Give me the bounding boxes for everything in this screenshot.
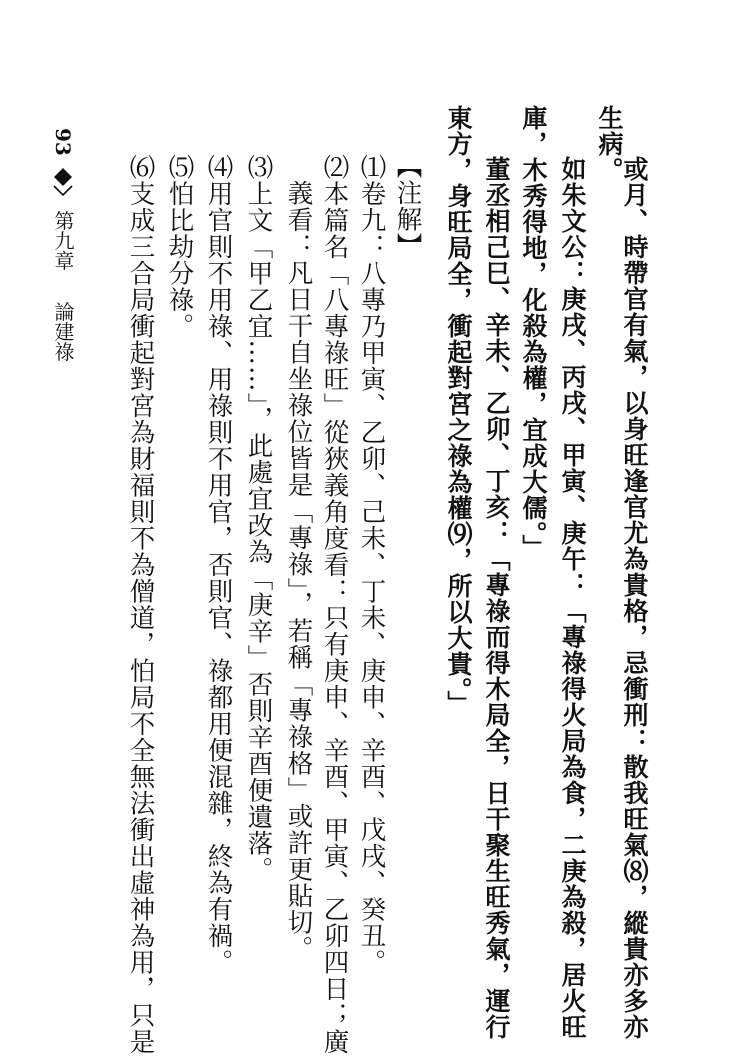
running-header [52,128,74,361]
body-line-3: 如朱文公：庚戌、丙戌、甲寅、庚午：「專祿得火局為食，二庚為殺，居火旺 [558,156,587,1040]
body-line-5: 董丞相己巳、辛未、乙卯、丁亥：「專祿而得木局全，日干聚生旺秀氣，運行 [482,156,511,1040]
note-line-3: 義看：凡日干自坐祿位皆是「專祿」，若稱「專祿格」或許更貼切。 [283,180,314,963]
body-line-1: 或月、時帶官有氣，以身旺逢官尤為貴格，忌衝刑：散我旺氣⑻，縱貴亦多亦 [620,156,649,1040]
diamond-icon [52,166,74,200]
note-line-4: ⑶上文「甲乙宜……」，此處宜改為「庚辛」否則辛酉便遺落。 [243,154,274,884]
notes-heading: 【注解】 [392,153,423,259]
note-line-5: ⑷用官則不用祿、用祿則不用官，否則官、祿都用便混雜，終為有禍。 [203,154,234,976]
note-line-1: ⑴卷九：八專乃甲寅、乙卯、己未、丁未、庚申、辛酉、戊戌、癸丑。 [356,154,387,976]
page-number: 93 [51,128,75,156]
body-line-2: 生病。 [595,105,624,183]
note-line-6: ⑸怕比劫分祿。 [164,154,195,340]
note-line-7: ⑹支成三合局衝起對宮為財福則不為僧道，怕局不全無法衝出虛神為用，只是 [125,154,156,1055]
chapter-title: 論建祿 [51,301,75,362]
body-line-6: 東方，身旺局全，衝起對宮之祿為權⑼，所以大貴。」 [444,105,473,717]
body-line-4: 庫，木秀得地，化殺為權，宜成大儒。」 [519,105,548,561]
chapter-label: 第九章 [51,210,75,271]
note-line-2: ⑵本篇名「八專祿旺」從狹義角度看：只有庚申、辛酉、甲寅、乙卯四日；廣 [319,154,350,1055]
